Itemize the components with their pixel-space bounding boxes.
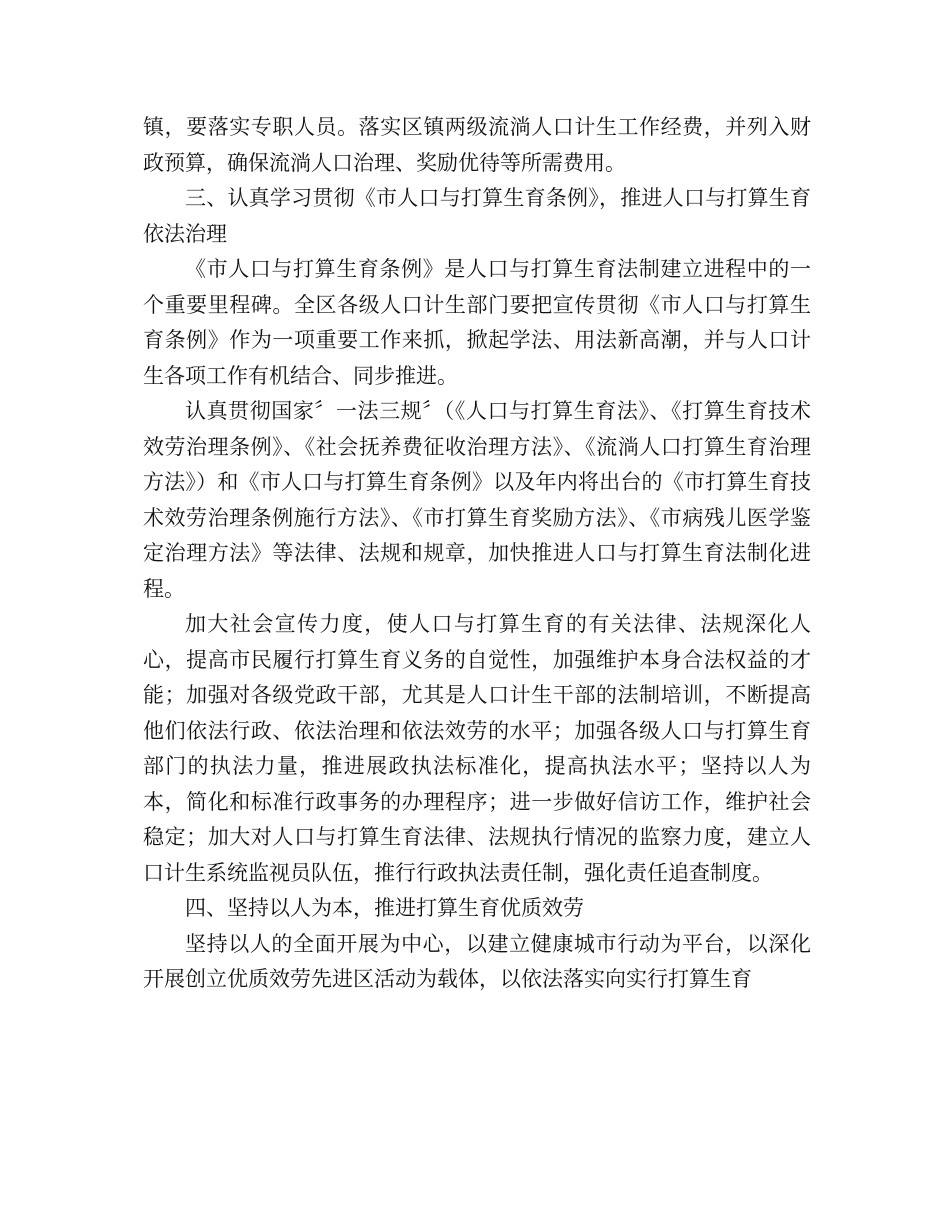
paragraph-1: 镇，要落实专职人员。落实区镇两级流淌人口计生工作经费，并列入财政预算，确保流淌人口治理、奖励优待等所需费用。 [143, 115, 811, 175]
paragraph-5: 坚持以人的全面开展为中心，以建立健康城市行动为平台，以深化开展创立优质效劳先进区活动为载体，以依法落实向实行打算生育 [143, 931, 811, 991]
section-heading-4: 四、坚持以人为本，推进打算生育优质效劳 [185, 896, 584, 920]
paragraph-3: 认真贯彻国家〞一法三规〞（《人口与打算生育法》、《打算生育技术效劳治理条例》、《社会抚养费征收治理方法》、《流淌人口打算生育治理方法》）和《市人口与打算生育条例》以及年内将出台的《市打算生育技术效劳治理条例施行方法》、《市打算生育奖励方法》、《市病残儿医学鉴定治理方法》等法律、法规和规章，加快推进人口与打算生育法制化进程。 [143, 399, 811, 601]
document-page [143, 110, 811, 998]
paragraph-4: 加大社会宣传力度，使人口与打算生育的有关法律、法规深化人心，提高市民履行打算生育义务的自觉性，加强维护本身合法权益的才能；加强对各级党政干部，尤其是人口计生干部的法制培训，不断提高他们依法行政、依法治理和依法效劳的水平；加强各级人口与打算生育部门的执法力量，推进展政执法标准化，提高执法水平；坚持以人为本，简化和标准行政事务的办理程序；进一步做好信访工作，维护社会稳定；加大对人口与打算生育法律、法规执行情况的监察力度，建立人口计生系统监视员队伍，推行行政执法责任制，强化责任追查制度。 [143, 612, 811, 885]
paragraph-2: 《市人口与打算生育条例》是人口与打算生育法制建立进程中的一个重要里程碑。全区各级人口计生部门要把宣传贯彻《市人口与打算生育条例》作为一项重要工作来抓，掀起学法、用法新高潮，并与人口计生各项工作有机结合、同步推进。 [143, 257, 811, 388]
section-heading-3: 三、认真学习贯彻《市人口与打算生育条例》，推进人口与打算生育依法治理 [143, 186, 811, 246]
